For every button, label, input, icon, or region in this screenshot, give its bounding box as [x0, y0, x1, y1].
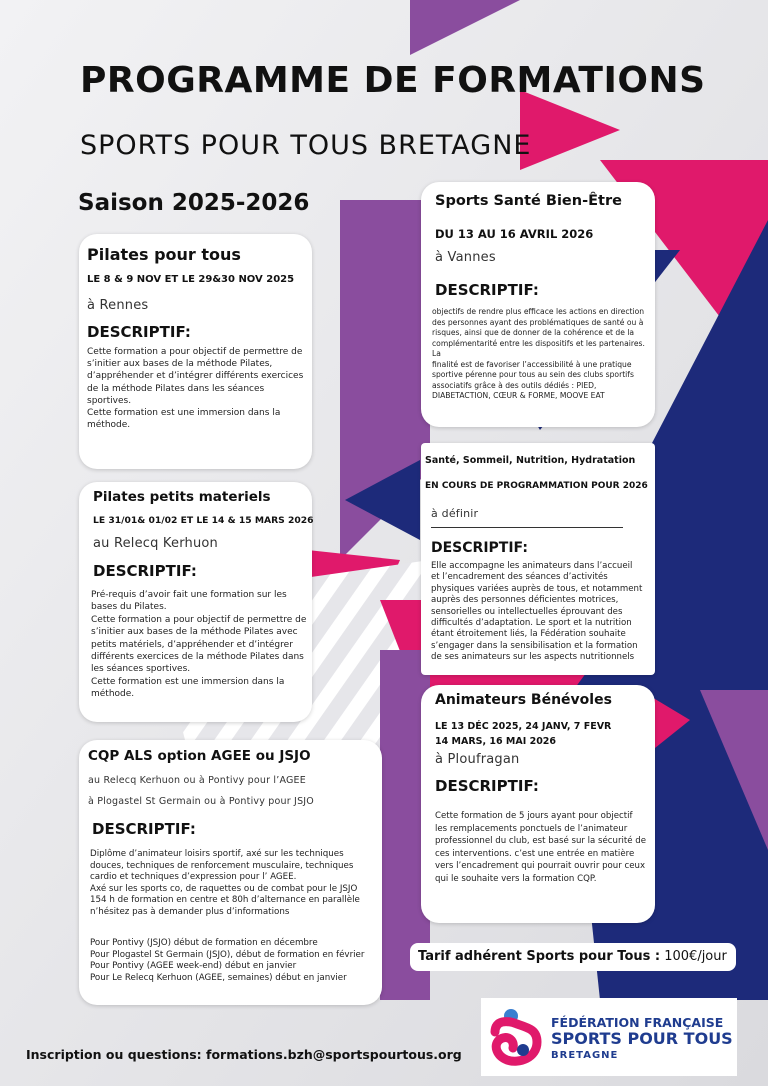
- card-location: à Rennes: [87, 298, 149, 313]
- card-animateurs-benevoles: [421, 685, 655, 923]
- descriptif-heading: DESCRIPTIF:: [87, 323, 191, 341]
- descriptif-heading: DESCRIPTIF:: [93, 562, 197, 580]
- card-description: Diplôme d’animateur loisirs sportif, axé sur les techniques douces, techniques de renforcement musculaire, techniques cardio et techniques d’expression pour l’ AGEE. Axé sur les sports co, de raquettes ou de combat pour le JSJO 154 h de formation en centre et 80h d’alternance en parallèle n’hésitez pas à demander plus d’informations: [90, 849, 360, 917]
- card-pilates-pour-tous: [79, 234, 312, 469]
- card-description: Elle accompagne les animateurs dans l’accueil et l’encadrement des séances d’activités physiques variées auprès de tous, et notamment auprès des personnes déficientes motrices, sensorielles ou intellectuelles éprouvant des difficultés d’adaptation. Le sport et la nutrition étant étroitement liés, la Fédération souhaite s’engager dans la sensibilisation et la formation de ses animateurs sur les aspects nutritionnels: [431, 561, 643, 663]
- card-location-2: à Plogastel St Germain ou à Pontivy pour JSJO: [88, 796, 314, 807]
- tarif-price: 100€/jour: [664, 949, 727, 964]
- descriptif-heading: DESCRIPTIF:: [431, 540, 528, 556]
- card-description: Cette formation a pour objectif de permettre de s’initier aux bases de la méthode Pilates, d’appréhender et d’intégrer différents exercices de la méthode Pilates dans les séances sportives. Cette formation est une immersion dans la méthode.: [87, 347, 304, 431]
- card-location: au Relecq Kerhuon: [93, 536, 218, 551]
- card-sante-sommeil: [421, 443, 655, 675]
- card-date: LE 31/01& 01/02 ET LE 14 & 15 MARS 2026: [93, 515, 314, 526]
- card-location: à définir: [431, 507, 479, 520]
- federation-logo-icon: [489, 1006, 543, 1068]
- card-sports-sante: [421, 182, 655, 427]
- card-description: objectifs de rendre plus efficace les actions en direction des personnes ayant des problématiques de santé ou à risques, ainsi que de donner de la cohérence et de la complémentarité entre les dispositifs et les partenaires. La finalité est de favoriser l’accessibilité à une pratique sportive pérenne pour tous au sein des clubs sportifs associatifs grâce à des outils dédiés : PIED, DIABETACTION, CŒUR & FORME, MOOVE EAT: [432, 307, 645, 400]
- card-title: Animateurs Bénévoles: [435, 692, 612, 708]
- descriptif-heading: DESCRIPTIF:: [92, 820, 196, 838]
- page-title: PROGRAMME DE FORMATIONS: [80, 60, 706, 101]
- logo-line-3: BRETAGNE: [551, 1050, 619, 1061]
- card-date: DU 13 AU 16 AVRIL 2026: [435, 227, 594, 241]
- card-location: au Relecq Kerhuon ou à Pontivy pour l’AGEE: [88, 775, 306, 786]
- card-date: LE 13 DÉC 2025, 24 JANV, 7 FEVR: [435, 721, 612, 732]
- divider: [431, 527, 623, 528]
- contact-line: Inscription ou questions: formations.bzh@sportspourtous.org: [26, 1047, 462, 1062]
- card-title: CQP ALS option AGEE ou JSJO: [88, 748, 311, 764]
- card-title: Santé, Sommeil, Nutrition, Hydratation: [425, 455, 636, 466]
- card-location: à Vannes: [435, 250, 496, 265]
- card-cqp-als: [79, 740, 382, 1005]
- card-title: Pilates petits materiels: [93, 489, 271, 505]
- card-date-2: 14 MARS, 16 MAI 2026: [435, 736, 557, 747]
- descriptif-heading: DESCRIPTIF:: [435, 281, 539, 299]
- card-date: LE 8 & 9 NOV ET LE 29&30 NOV 2025: [87, 274, 295, 285]
- tarif-label: Tarif adhérent Sports pour Tous :: [418, 949, 661, 964]
- card-description: Pré-requis d’avoir fait une formation sur les bases du Pilates. Cette formation a pour objectif de permettre de s’initier aux bases de la méthode Pilates avec petits matériels, d’appréhender et d’intégrer différents exercices de la méthode Pilates dans les séances sportives. Cette formation est une immersion dans la méthode.: [91, 590, 307, 700]
- card-title: Pilates pour tous: [87, 245, 241, 264]
- card-description: Cette formation de 5 jours ayant pour objectif les remplacements ponctuels de l’animateur professionnel du club, est basé sur la sécurité de ces interventions. c’est une entrée en matière vers l’encadrement qui pourrait ouvrir pour ceux qui le souhaite vers la formation CQP.: [435, 811, 647, 884]
- logo-line-1: FÉDÉRATION FRANÇAISE: [551, 1015, 724, 1030]
- page-subtitle: SPORTS POUR TOUS BRETAGNE: [80, 130, 532, 161]
- descriptif-heading: DESCRIPTIF:: [435, 777, 539, 795]
- federation-logo: [481, 998, 737, 1076]
- card-schedule: Pour Pontivy (JSJO) début de formation en décembre Pour Plogastel St Germain (JSJO), début de formation en février Pour Pontivy (AGEE week-end) début en janvier Pour Le Relecq Kerhuon (AGEE, semaines) début en janvier: [90, 938, 365, 983]
- card-date: EN COURS DE PROGRAMMATION POUR 2026: [425, 481, 648, 491]
- card-title: Sports Santé Bien-Être: [435, 193, 622, 209]
- card-location: à Ploufragan: [435, 752, 520, 767]
- season-label: Saison 2025-2026: [78, 190, 310, 216]
- logo-line-2: SPORTS POUR TOUS: [551, 1029, 733, 1048]
- card-pilates-petits-materiels: [79, 482, 312, 722]
- tarif-banner: [410, 943, 736, 971]
